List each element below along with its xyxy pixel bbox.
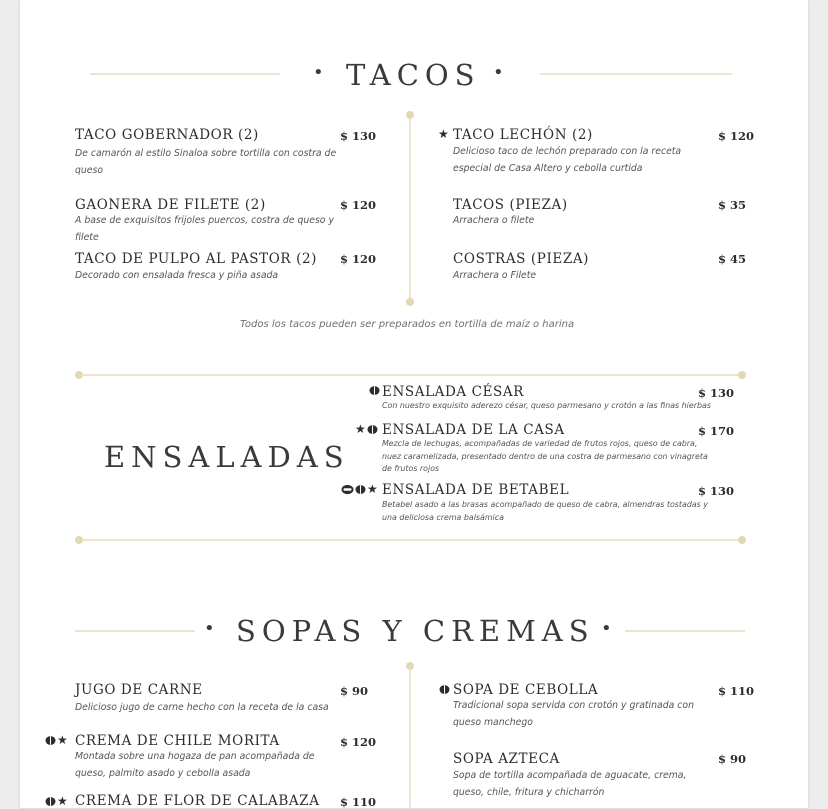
menu-page xyxy=(20,0,808,808)
sopas-bullet-right: • xyxy=(601,618,612,639)
menu-item-description: Con nuestro exquisito aderezo césar, queso parmesano y crotón a las finas hierbas xyxy=(382,401,711,410)
leaf-icon xyxy=(369,385,380,396)
menu-item-name: ENSALADA DE BETABEL xyxy=(382,482,570,498)
menu-item-price: $ 130 xyxy=(698,386,735,400)
star-icon: ★ xyxy=(438,127,449,141)
tacos-section-title: TACOS xyxy=(346,58,481,92)
menu-item-icons xyxy=(45,795,68,807)
menu-item-price: $ 110 xyxy=(340,795,377,809)
menu-item-icons xyxy=(355,423,378,435)
ensaladas-rule-dot-bottom-right xyxy=(738,536,746,544)
menu-item-name: CREMA DE CHILE MORITA xyxy=(75,733,280,749)
sopas-bullet-left: • xyxy=(204,618,215,639)
sopas-section-title: SOPAS Y CREMAS xyxy=(236,614,595,648)
menu-item-name: ENSALADA CÉSAR xyxy=(382,384,524,400)
leaf-icon xyxy=(45,735,56,746)
menu-item-description: Sopa de tortilla acompañada de aguacate, crema, queso, chile, fritura y chicharrón xyxy=(453,770,687,798)
menu-item-description: Arrachera o Filete xyxy=(453,270,537,281)
menu-item-description: Betabel asado a las brasas acompañado de queso de cabra, almendras tostadas y una deliciosa crema balsámica xyxy=(382,500,708,522)
menu-item-icons xyxy=(45,734,68,746)
leaf-icon xyxy=(45,796,56,807)
menu-item-price: $ 130 xyxy=(698,484,735,498)
ensaladas-rule-top xyxy=(82,374,742,376)
menu-item-price: $ 130 xyxy=(340,129,377,143)
menu-item-price: $ 170 xyxy=(698,424,735,438)
menu-item-icons xyxy=(369,385,380,396)
menu-item-name: JUGO DE CARNE xyxy=(75,682,203,698)
menu-item-description: Arrachera o filete xyxy=(453,215,535,226)
tacos-bullet-right: • xyxy=(493,62,504,83)
menu-item-description: Decorado con ensalada fresca y piña asada xyxy=(75,270,279,281)
vegan-icon xyxy=(341,484,354,495)
menu-item-description: Montada sobre una hogaza de pan acompañada de queso, palmito asado y cebolla asada xyxy=(75,751,315,779)
menu-item-price: $ 110 xyxy=(718,684,755,698)
menu-item-name: GAONERA DE FILETE (2) xyxy=(75,197,266,213)
menu-item-description: Delicioso taco de lechón preparado con la receta especial de Casa Altero y cebolla curtida xyxy=(453,146,682,174)
menu-item-name: TACO DE PULPO AL PASTOR (2) xyxy=(75,251,318,267)
menu-item-description: A base de exquisitos frijoles puercos, costra de queso y filete xyxy=(75,215,334,243)
tacos-divider-dot-bottom xyxy=(406,298,414,306)
menu-item-name: SOPA DE CEBOLLA xyxy=(453,682,599,698)
menu-item-description: Tradicional sopa servida con crotón y gratinada con queso manchego xyxy=(453,700,694,728)
menu-item-price: $ 90 xyxy=(340,684,369,698)
menu-item-name: COSTRAS (PIEZA) xyxy=(453,251,590,267)
menu-item-price: $ 90 xyxy=(718,752,747,766)
menu-item-name: TACO LECHÓN (2) xyxy=(453,127,593,143)
ensaladas-section-title: ENSALADAS xyxy=(104,440,350,474)
star-icon: ★ xyxy=(57,794,68,808)
menu-item-price: $ 45 xyxy=(718,252,747,266)
tacos-bullet-left: • xyxy=(313,62,324,83)
star-icon: ★ xyxy=(57,733,68,747)
menu-item-description: Mezcla de lechugas, acompañadas de variedad de frutos rojos, queso de cabra, nuez caramelizada, presentado dentro de una costra de parmesano con vinagreta de frutos rojos xyxy=(382,439,708,473)
menu-item-name: SOPA AZTECA xyxy=(453,751,560,767)
tacos-column-divider xyxy=(409,118,411,298)
tacos-header-rule-left xyxy=(90,73,280,75)
menu-item-icons xyxy=(438,128,449,140)
menu-item-icons xyxy=(341,483,378,495)
star-icon: ★ xyxy=(367,482,378,496)
sopas-header-rule-right xyxy=(625,630,745,632)
menu-item-price: $ 120 xyxy=(718,129,755,143)
menu-item-price: $ 120 xyxy=(340,198,377,212)
ensaladas-rule-dot-top-right xyxy=(738,371,746,379)
ensaladas-rule-bottom xyxy=(82,539,742,541)
menu-item-price: $ 120 xyxy=(340,735,377,749)
leaf-icon xyxy=(355,484,366,495)
leaf-icon xyxy=(367,424,378,435)
menu-item-name: TACO GOBERNADOR (2) xyxy=(75,127,259,143)
menu-item-name: ENSALADA DE LA CASA xyxy=(382,422,565,438)
star-icon: ★ xyxy=(355,422,366,436)
sopas-header-rule-left xyxy=(75,630,195,632)
menu-item-price: $ 120 xyxy=(340,252,377,266)
menu-item-icons xyxy=(439,684,450,695)
menu-item-description: De camarón al estilo Sinaloa sobre tortilla con costra de queso xyxy=(75,148,337,176)
sopas-column-divider xyxy=(409,669,411,808)
tacos-tortilla-note: Todos los tacos pueden ser preparados en tortilla de maíz o harina xyxy=(240,319,575,330)
menu-item-name: TACOS (PIEZA) xyxy=(453,197,568,213)
menu-item-price: $ 35 xyxy=(718,198,747,212)
menu-item-name: CREMA DE FLOR DE CALABAZA xyxy=(75,793,320,809)
leaf-icon xyxy=(439,684,450,695)
tacos-header-rule-right xyxy=(540,73,732,75)
menu-item-description: Delicioso jugo de carne hecho con la receta de la casa xyxy=(75,702,329,713)
